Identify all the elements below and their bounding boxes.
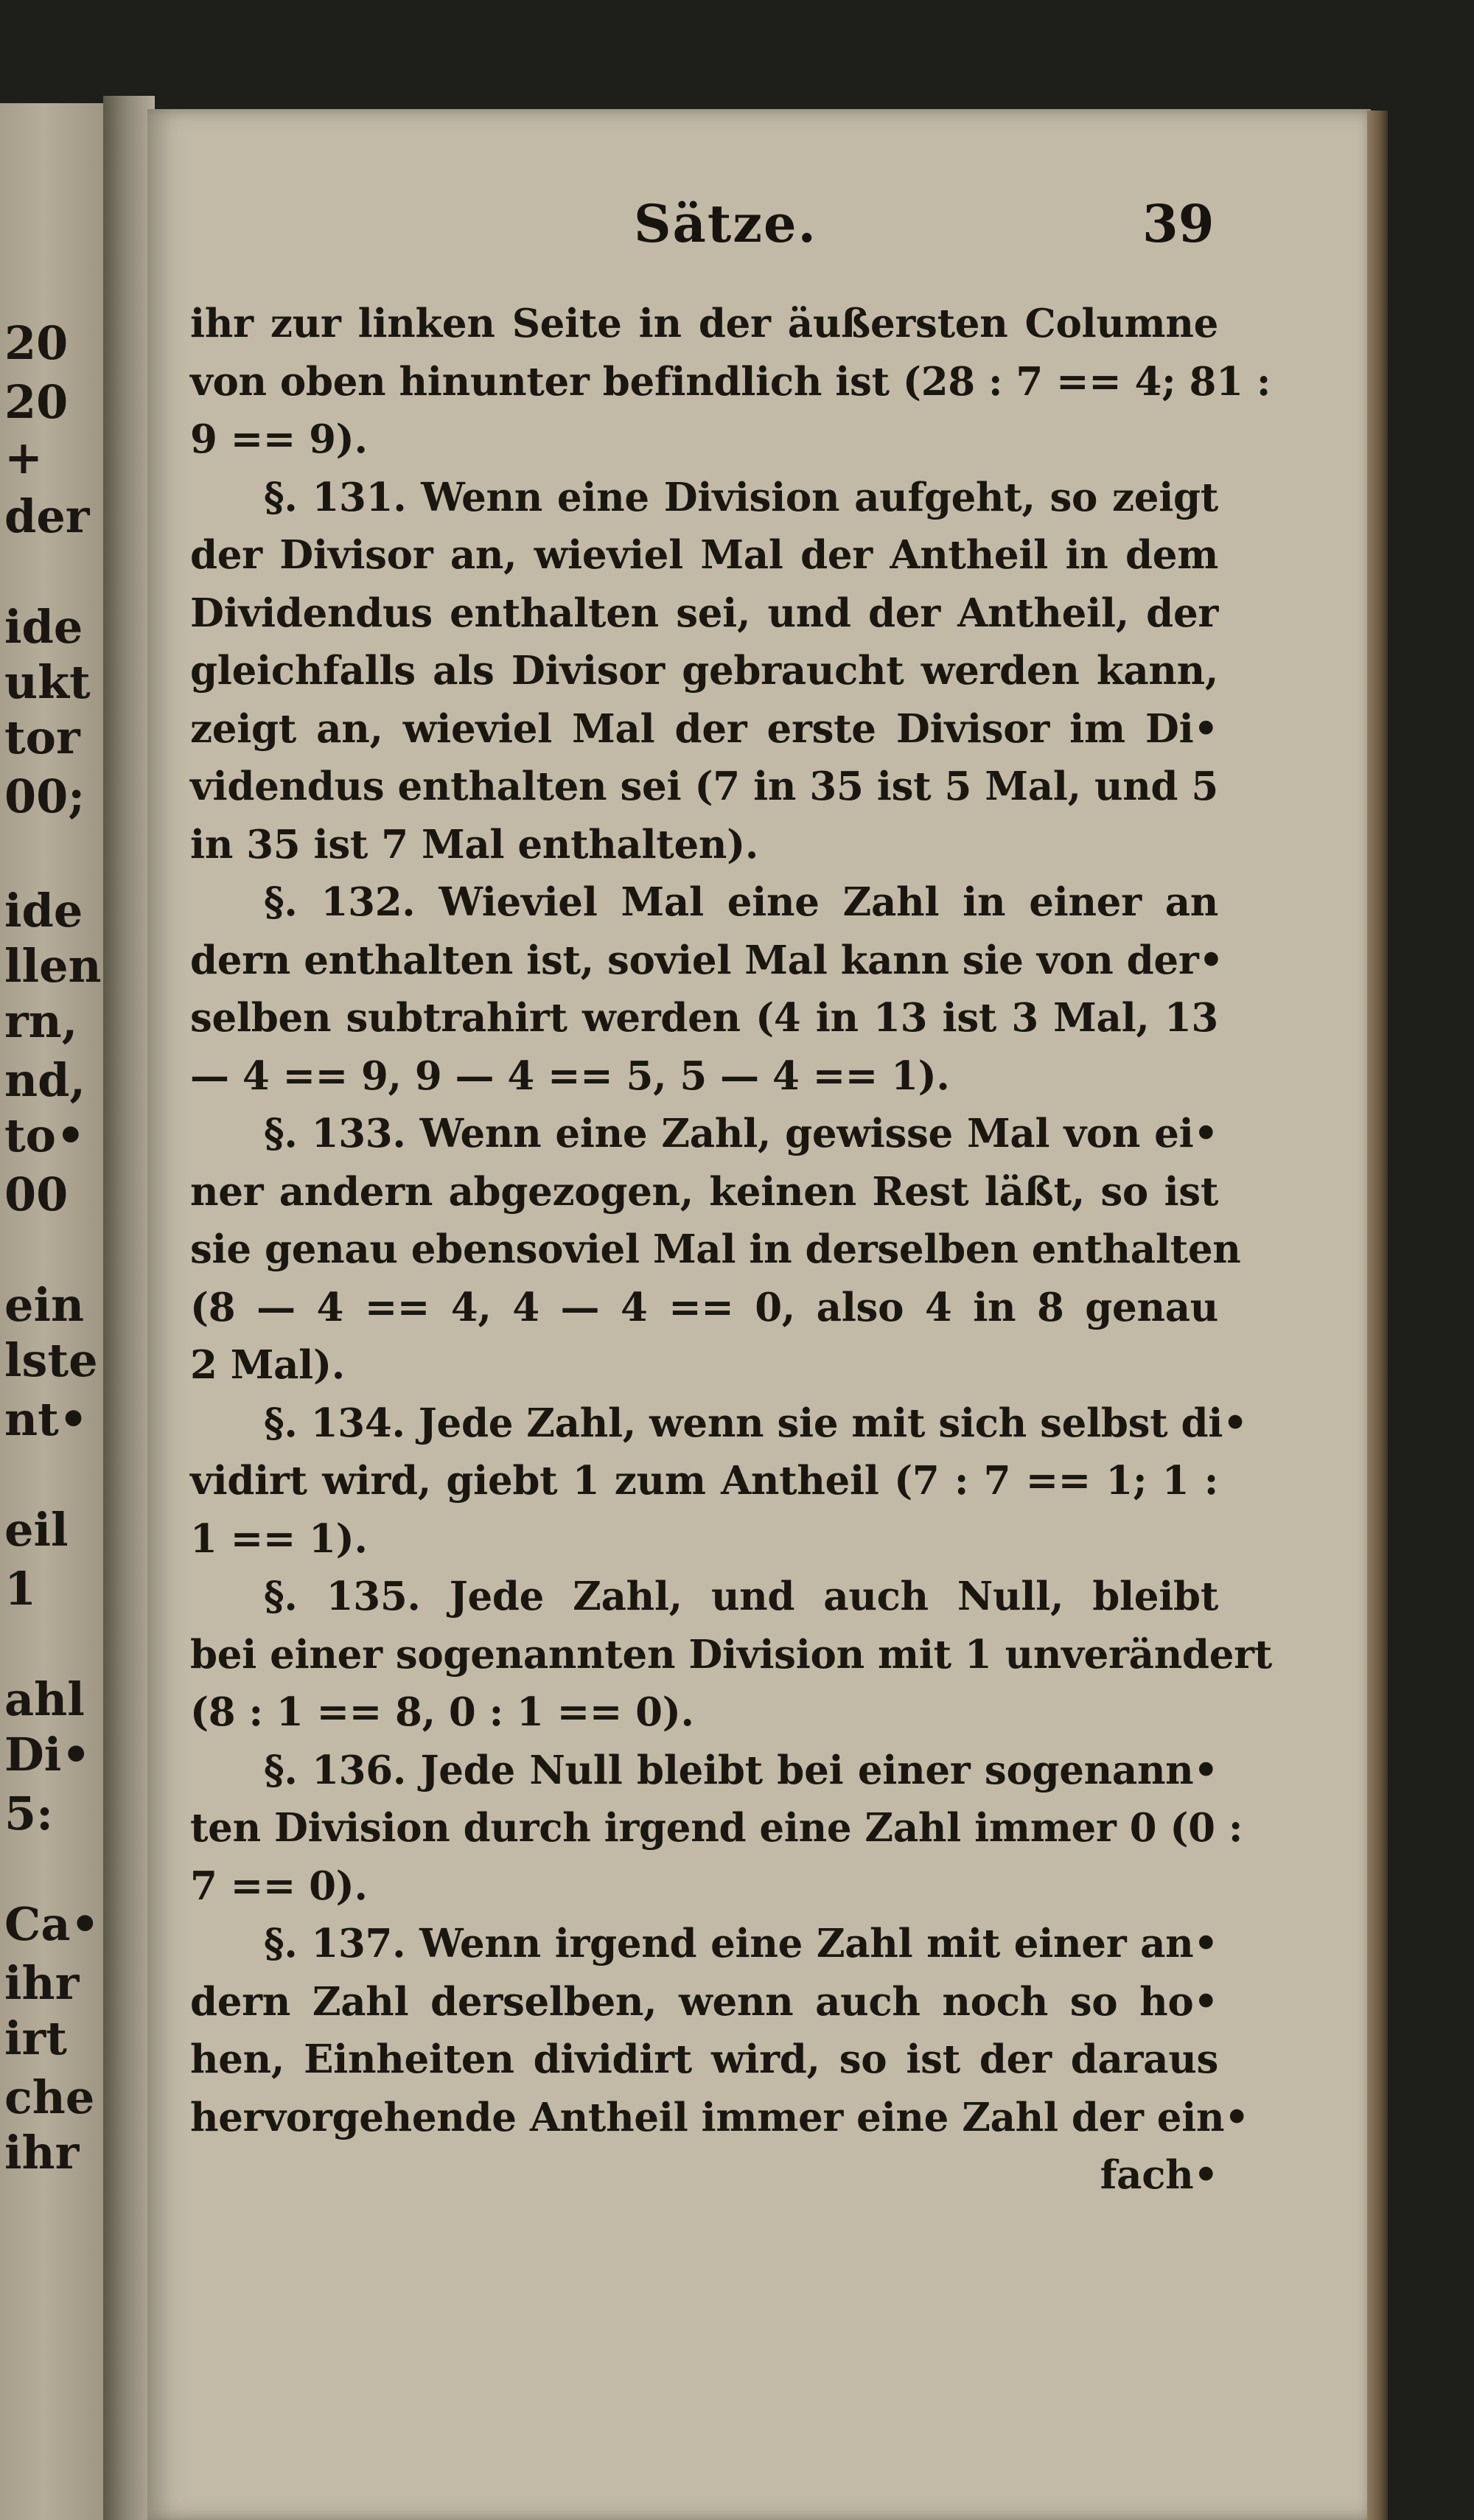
running-header: Sätze. bbox=[634, 193, 817, 254]
text-line: 2 Mal). bbox=[190, 1342, 345, 1388]
left-fragment: rn, bbox=[4, 995, 78, 1048]
left-fragment: che bbox=[4, 2071, 95, 2124]
left-fragment: lste bbox=[4, 1334, 98, 1387]
left-fragment: Di• bbox=[4, 1728, 91, 1781]
text-line: 9 == 9). bbox=[190, 416, 368, 462]
text-line: in 35 ist 7 Mal enthalten). bbox=[190, 821, 759, 868]
text-line: 1 == 1). bbox=[190, 1515, 368, 1562]
text-line: fach• bbox=[1100, 2152, 1218, 2198]
left-fragment: 00; bbox=[4, 770, 85, 823]
paragraph-start-line: §. 131. Wenn eine Division aufgeht, so zeigt bbox=[264, 474, 1218, 520]
body-text bbox=[190, 295, 1272, 2205]
text-line: sie genau ebensoviel Mal in derselben enthalten bbox=[190, 1226, 1241, 1272]
left-fragment: + bbox=[4, 431, 43, 484]
text-line: gleichfalls als Divisor gebraucht werden kann, bbox=[190, 648, 1218, 694]
text-line: hervorgehende Antheil immer eine Zahl der ein• bbox=[190, 2094, 1249, 2140]
text-line: dern enthalten ist, soviel Mal kann sie von der• bbox=[190, 937, 1224, 983]
left-fragment: ein bbox=[4, 1279, 85, 1332]
paragraph-start-line: §. 132. Wieviel Mal eine Zahl in einer an bbox=[264, 879, 1218, 925]
paragraph-start-line: §. 134. Jede Zahl, wenn sie mit sich selbst di• bbox=[264, 1400, 1248, 1446]
left-fragment: nd, bbox=[4, 1054, 86, 1107]
left-fragment: 5: bbox=[4, 1787, 54, 1840]
text-line: hen, Einheiten dividirt wird, so ist der daraus bbox=[190, 2036, 1218, 2082]
left-fragment: llen bbox=[4, 940, 102, 993]
text-line: zeigt an, wieviel Mal der erste Divisor im Di• bbox=[190, 705, 1218, 752]
left-fragment: ihr bbox=[4, 1957, 80, 2010]
paragraph-start-line: §. 135. Jede Zahl, und auch Null, bleibt bbox=[264, 1574, 1218, 1619]
paragraph-start-line: §. 137. Wenn irgend eine Zahl mit einer an• bbox=[264, 1921, 1218, 1966]
text-line: bei einer sogenannten Division mit 1 unverändert bbox=[190, 1631, 1272, 1678]
text-line: ihr zur linken Seite in der äußersten Columne bbox=[190, 301, 1218, 346]
text-line: — 4 == 9, 9 — 4 == 5, 5 — 4 == 1). bbox=[190, 1053, 950, 1099]
left-fragment: tor bbox=[4, 711, 80, 764]
left-fragment: ide bbox=[4, 601, 83, 654]
text-line: Dividendus enthalten sei, und der Antheil, der bbox=[190, 590, 1218, 636]
left-fragment: 20 bbox=[4, 376, 69, 429]
text-line: (8 : 1 == 8, 0 : 1 == 0). bbox=[190, 1689, 694, 1735]
left-fragment: 00 bbox=[4, 1168, 69, 1221]
text-line: von oben hinunter befindlich ist (28 : 7 == 4; 81 : bbox=[190, 358, 1271, 405]
text-line: vidirt wird, giebt 1 zum Antheil (7 : 7 == 1; 1 : bbox=[190, 1458, 1218, 1504]
left-fragment: to• bbox=[4, 1109, 85, 1162]
left-fragment: irt bbox=[4, 2012, 67, 2065]
page-stack-edge bbox=[1367, 111, 1388, 2520]
text-line: der Divisor an, wieviel Mal der Antheil in dem bbox=[190, 532, 1218, 578]
left-fragment: ide bbox=[4, 884, 83, 938]
paragraph-start-line: §. 136. Jede Null bleibt bei einer sogenann• bbox=[264, 1747, 1218, 1793]
left-fragment: 20 bbox=[4, 317, 69, 370]
left-fragment: Ca• bbox=[4, 1898, 100, 1951]
text-line: ner andern abgezogen, keinen Rest läßt, so ist bbox=[190, 1168, 1218, 1215]
left-fragment: 1 bbox=[4, 1563, 37, 1616]
text-line: 7 == 0). bbox=[190, 1863, 368, 1909]
text-line: (8 — 4 == 4, 4 — 4 == 0, also 4 in 8 genau bbox=[190, 1284, 1218, 1330]
text-line: dern Zahl derselben, wenn auch noch so ho• bbox=[190, 1978, 1218, 2025]
paragraph-start-line: §. 133. Wenn eine Zahl, gewisse Mal von ei• bbox=[264, 1111, 1218, 1156]
text-line: videndus enthalten sei (7 in 35 ist 5 Mal, und 5 bbox=[190, 764, 1218, 809]
left-fragment: eil bbox=[4, 1504, 69, 1557]
left-fragment: nt• bbox=[4, 1393, 88, 1446]
left-fragment: ukt bbox=[4, 656, 91, 709]
page-number: 39 bbox=[1142, 193, 1215, 254]
text-line: ten Division durch irgend eine Zahl immer 0 (0 : bbox=[190, 1805, 1243, 1851]
left-fragment: ahl bbox=[4, 1673, 85, 1726]
left-fragment: der bbox=[4, 490, 90, 543]
left-fragment: ihr bbox=[4, 2126, 80, 2179]
text-line: selben subtrahirt werden (4 in 13 ist 3 Mal, 13 bbox=[190, 995, 1218, 1041]
